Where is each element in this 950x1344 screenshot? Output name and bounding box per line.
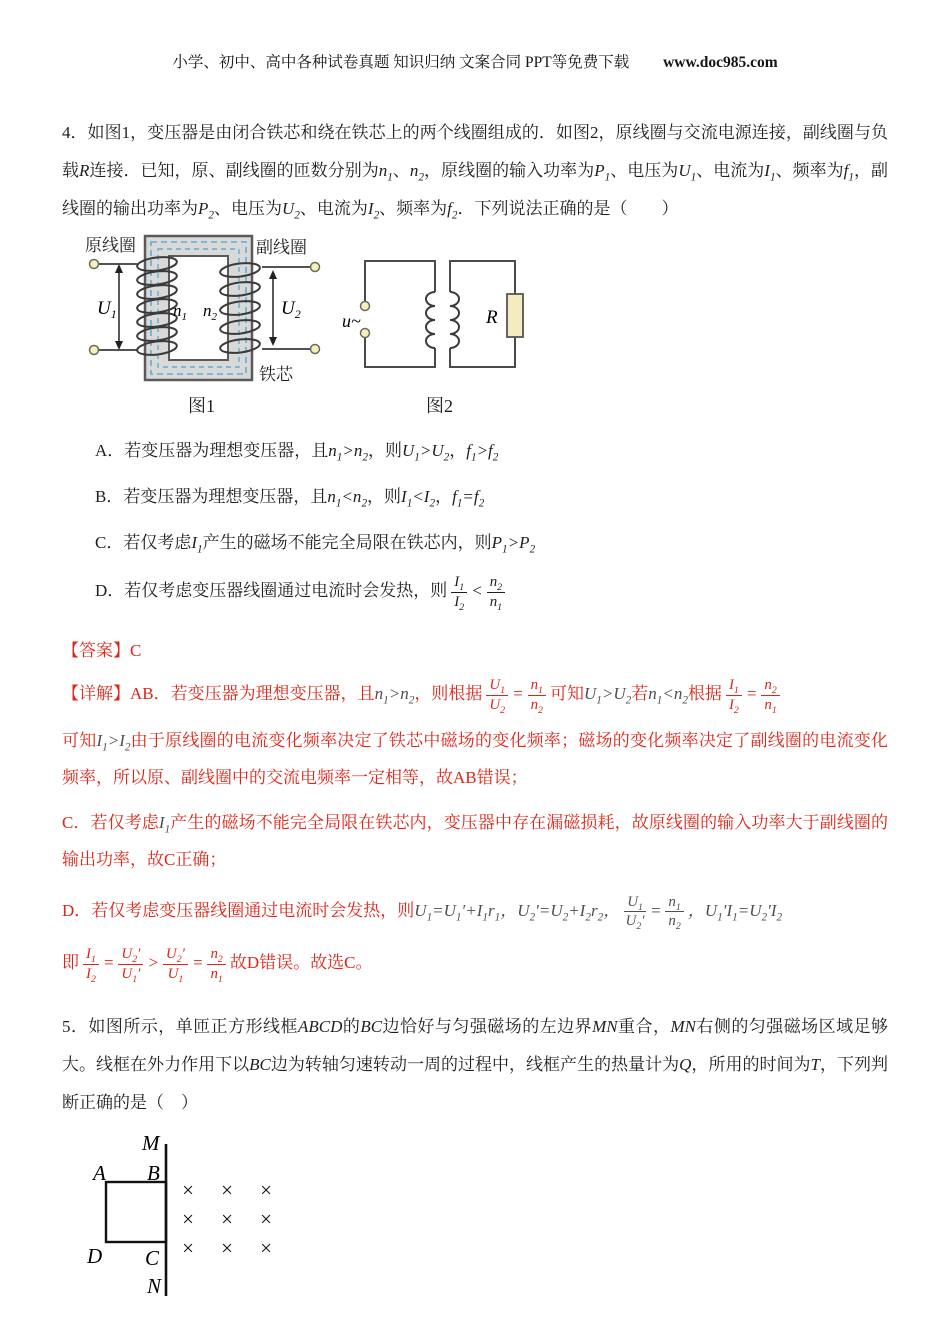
coil-ABCD-square (106, 1182, 166, 1242)
fig2-caption: 图2 (426, 396, 453, 416)
flux-cross: × (182, 1236, 194, 1261)
secondary-winding-symbol (450, 292, 459, 348)
label-A: A (93, 1161, 106, 1186)
question5-stem: 5．如图所示，单匝正方形线框ABCD的BC边恰好与匀强磁场的左边界MN重合，MN右侧的匀强磁场区域足够大。线框在外力作用下以BC边为转轴匀速转动一周的过程中，线框产生的热量计为Q，所用的时间为T，下列判断正确的是（ ） (62, 1017, 889, 1113)
primary-winding-symbol (426, 292, 435, 348)
flux-cross: × (260, 1178, 272, 1203)
resistor-label: R (486, 307, 498, 328)
primary-terminal-top (90, 260, 99, 269)
iron-core-label: 铁芯 (259, 365, 293, 384)
explain-line-ab: 【详解】AB．若变压器为理想变压器，且$n_1>n_2$，则根据 $\frac{U_1}{U_2}$ = $\frac{n_1}{n_2}$ 可知$U_1>U_2$若$n_1<n_2$根据 $\frac{I_1}{I_2}$ = $\frac{n_2}{n_1}$ (62, 675, 888, 713)
fig1-transformer-diagram (85, 234, 325, 420)
option-b: B．若变压器为理想变压器，且$n_1<n_2$，则$I_1<I_2$，$f_1=f_2$ (95, 487, 485, 510)
source-terminal-top (361, 302, 370, 311)
answer-line (62, 636, 888, 661)
n1-label: $n_1$ (173, 301, 187, 323)
left-circuit-wire (365, 261, 435, 367)
flux-cross: × (221, 1236, 233, 1261)
explanation-block (62, 675, 889, 985)
flux-cross: × (221, 1178, 233, 1203)
document-content (0, 114, 950, 1335)
secondary-terminal-top (311, 263, 320, 272)
secondary-coil-label: 副线圈 (256, 238, 307, 257)
explain-line-d: D．若仅考虑变压器线圈通过电流时会发热，则$U_1=U_1'+I_1r_1$，$U_2'=U_2+I_2r_2$， $\frac{U_1}{U_2'}$ = $\frac{n_1}{n_2}$ ，$U_1'I_1=U_2'I_2$ (62, 893, 783, 933)
question4-options (62, 436, 888, 613)
header-slogan: 小学、初中、高中各种试卷真题 知识归纳 文案合同 PPT等免费下载 (172, 54, 630, 71)
answer-label: 【答案】 (62, 641, 130, 661)
flux-cross: × (182, 1207, 194, 1232)
label-B: B (147, 1161, 160, 1186)
page-header (0, 0, 950, 72)
option-d: D．若仅考虑变压器线圈通过电流时会发热，则 $\frac{I_1}{I_2}$ < $\frac{n_2}{n_1}$ (62, 574, 888, 610)
option-c: C．若仅考虑$I_1$产生的磁场不能完全局限在铁芯内，则$P_1>P_2$ (95, 533, 536, 556)
label-D: D (87, 1244, 103, 1269)
explain-line-conclusion: 即 $\frac{I_1}{I_2}$ = $\frac{U_2'}{U_1'}$ > $\frac{U_2'}{U_1}$ = $\frac{n_2}{n_1}$ 故D错误。故选C。 (62, 945, 373, 985)
fig-q5-coil-in-field (85, 1130, 345, 1330)
u2-voltage-arrow (269, 270, 277, 346)
source-terminal-bottom (361, 329, 370, 338)
primary-terminal-bottom (90, 346, 99, 355)
label-C: C (145, 1246, 160, 1271)
explain-line-c: C．若仅考虑$I_1$产生的磁场不能完全局限在铁芯内，变压器中存在漏磁损耗，故原线圈的输入功率大于副线圈的输出功率，故C正确； (62, 812, 888, 869)
header-site-url: www.doc985.com (663, 54, 778, 71)
question4-stem: 4．如图1，变压器是由闭合铁芯和绕在铁芯上的两个线圈组成的．如图2，原线圈与交流电源连接，副线圈与负载R连接．已知，原、副线圈的匝数分别为$n_1$、$n_2$，原线圈的输入功率为$P_1$、电压为$U_1$、电流为$I_1$、频率为$f_1$，副线圈的输出功率为$P_2$、电压为$U_2$、电流为$I_2$、频率为$f_2$．下列说法正确的是（ ） (62, 123, 889, 222)
u1-label: $U_1$ (97, 298, 117, 321)
flux-cross: × (182, 1178, 194, 1203)
explain-line-ab2: 可知$I_1>I_2$由于原线圈的电流变化频率决定了铁芯中磁场的变化频率；磁场的变化频率决定了副线圈的电流变化频率，所以原、副线圈中的交流电频率一定相等，故AB错误； (62, 730, 889, 787)
magnetic-flux-crosses (182, 1178, 272, 1260)
question4-figures (62, 234, 888, 420)
fig1-caption: 图1 (188, 396, 215, 416)
ac-source-label: u~ (342, 311, 361, 331)
flux-cross: × (260, 1207, 272, 1232)
fig2-circuit-diagram (340, 234, 560, 420)
answer-value: C (130, 641, 142, 661)
label-N: N (147, 1274, 162, 1299)
flux-cross: × (260, 1236, 272, 1261)
secondary-terminal-bottom (311, 345, 320, 354)
option-a: A．若变压器为理想变压器，且$n_1>n_2$，则$U_1>U_2$，$f_1>f_2$ (95, 441, 499, 464)
u2-label: $U_2$ (281, 298, 301, 321)
primary-coil-label: 原线圈 (85, 236, 136, 255)
flux-cross: × (221, 1207, 233, 1232)
n2-label: $n_2$ (203, 301, 217, 323)
resistor-R (507, 294, 523, 337)
label-M: M (142, 1131, 160, 1156)
